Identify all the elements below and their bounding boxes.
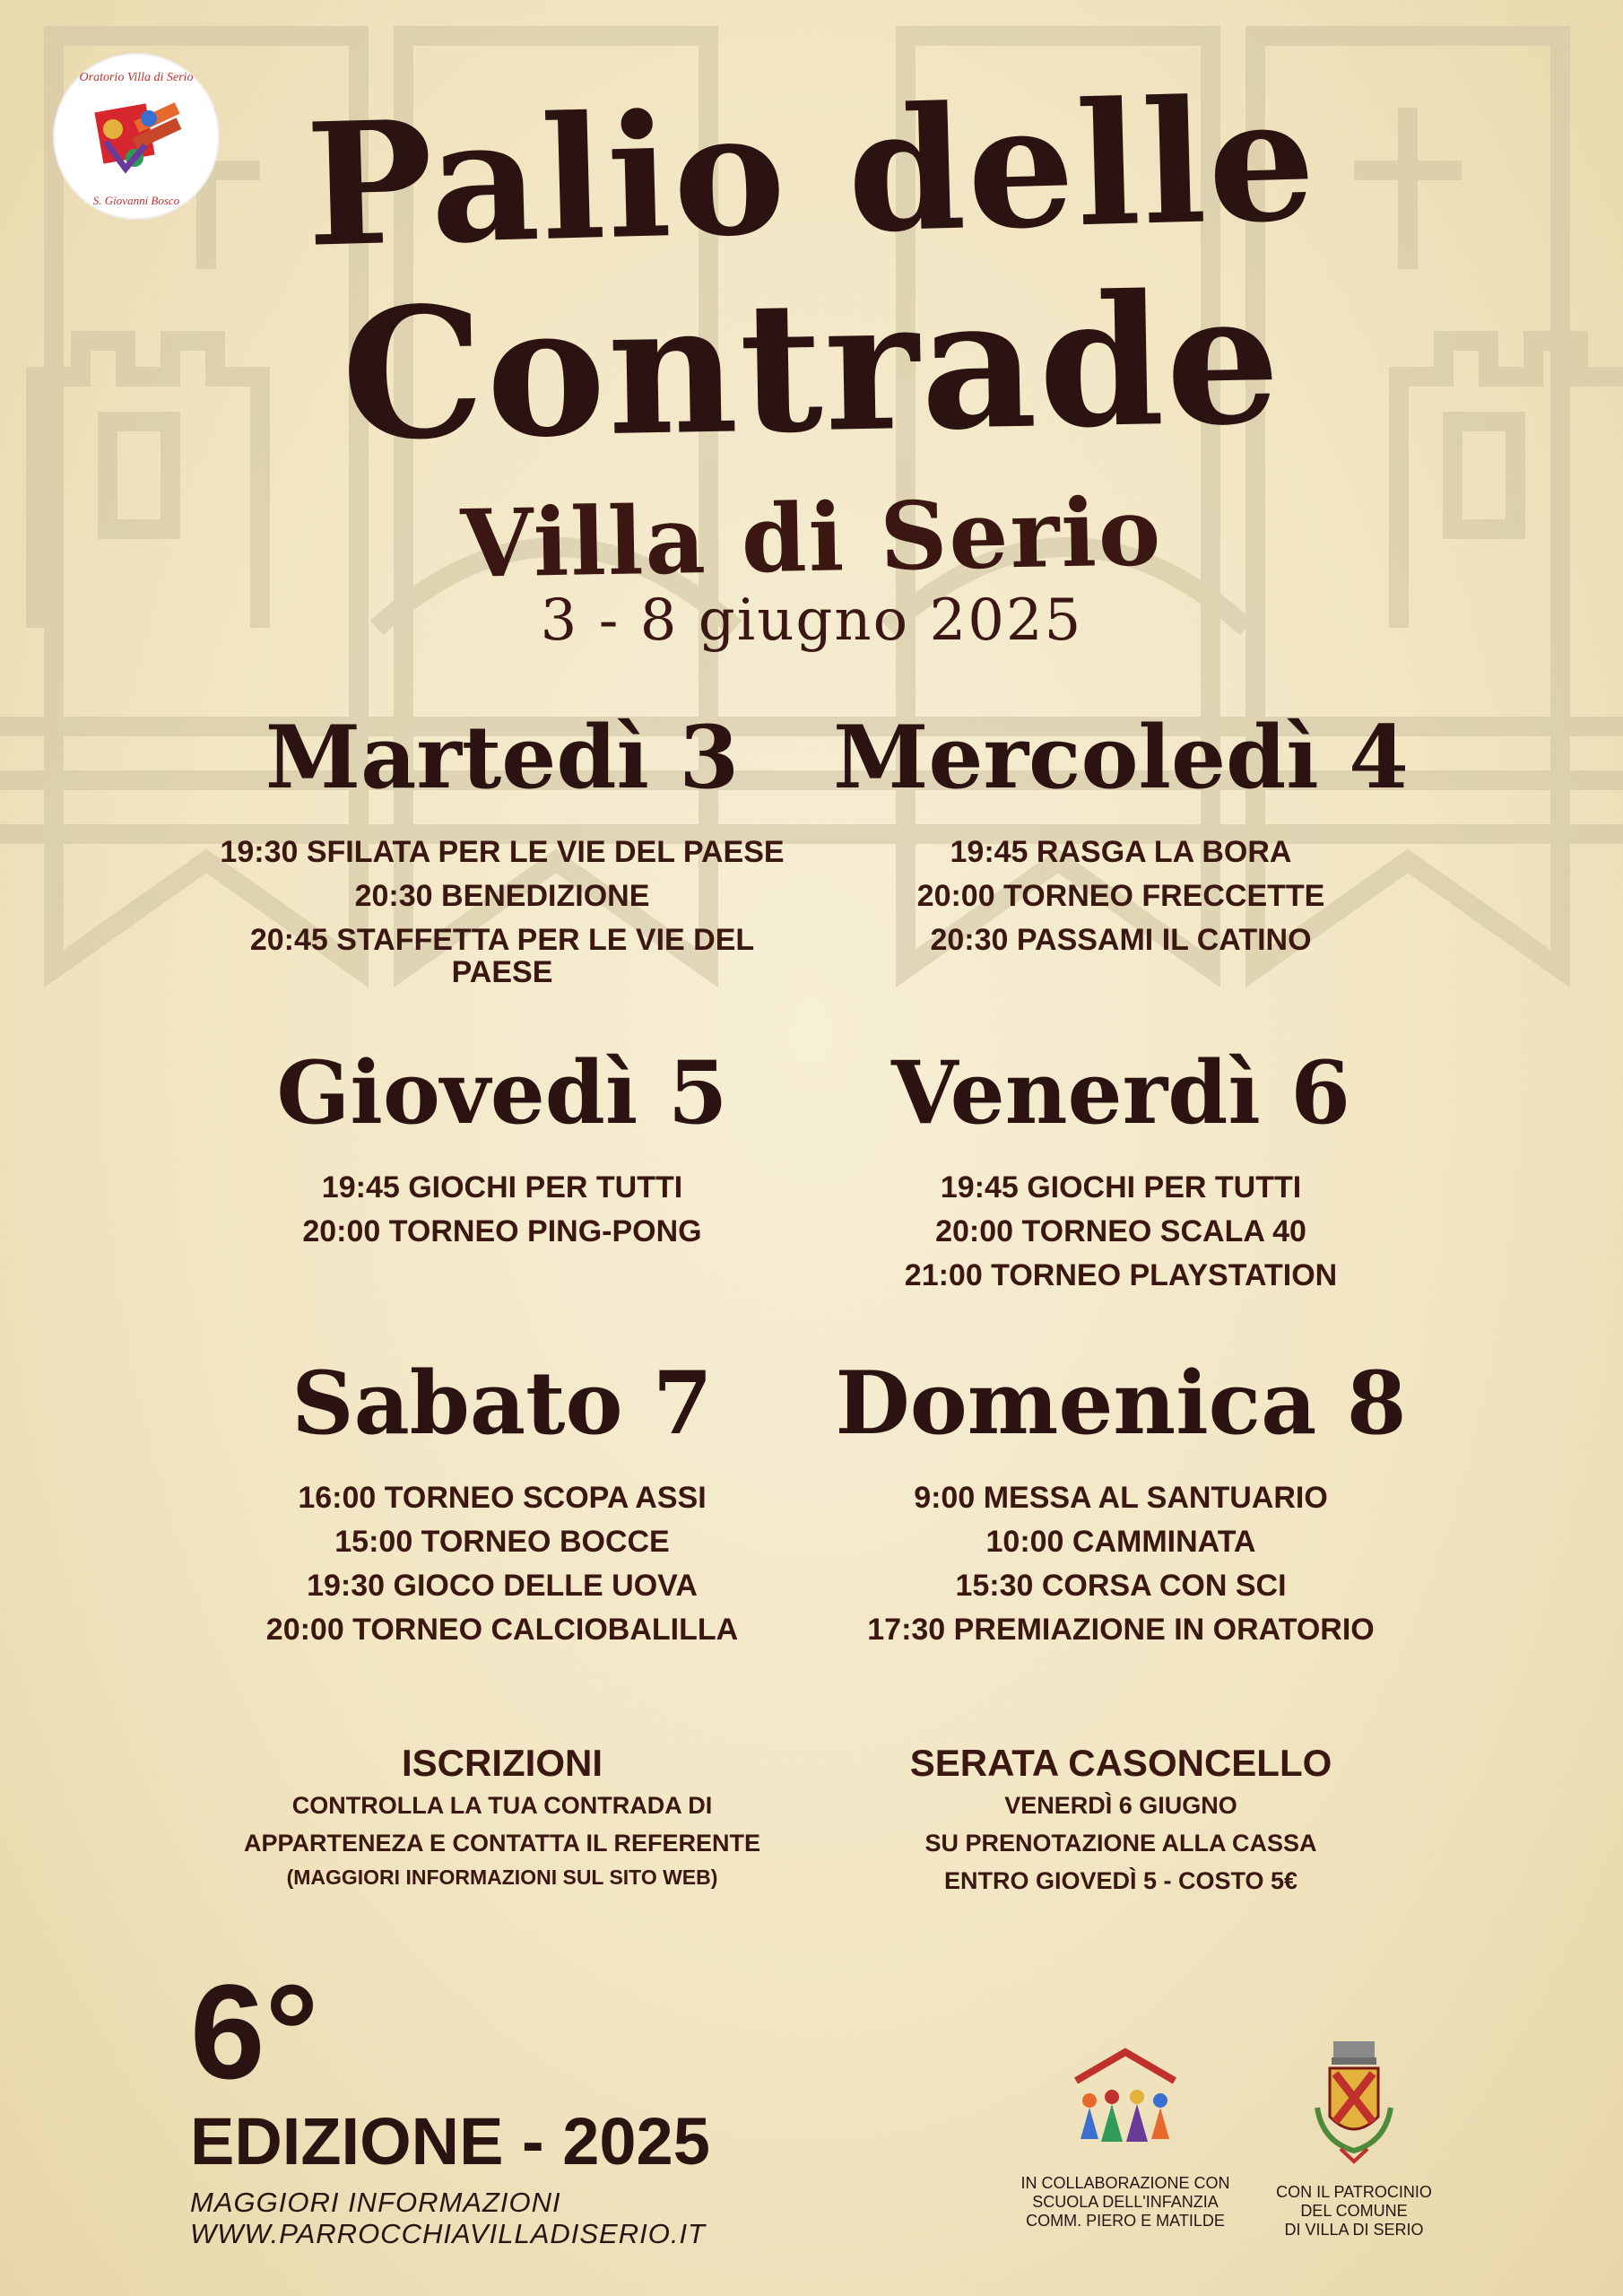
school-line: IN COLLABORAZIONE CON bbox=[1020, 2174, 1230, 2192]
edition-label: EDIZIONE - 2025 bbox=[190, 2104, 710, 2179]
edition-number: 6° bbox=[190, 1956, 319, 2107]
event-item: 19:45 RASGA LA BORA bbox=[950, 835, 1292, 869]
day-block-sabato bbox=[152, 1354, 852, 1652]
day-block-mercoledi bbox=[771, 709, 1471, 962]
poster-dates: 3 - 8 giugno 2025 bbox=[540, 587, 1083, 654]
event-item: 9:00 MESSA AL SANTUARIO bbox=[914, 1481, 1328, 1515]
event-item: 17:30 PREMIAZIONE IN ORATORIO bbox=[867, 1613, 1375, 1647]
poster-title-line2: Contrade bbox=[339, 253, 1284, 482]
comune-line: DEL COMUNE bbox=[1300, 2202, 1408, 2220]
day-block-venerdi bbox=[771, 1044, 1471, 1298]
event-item: 19:45 GIOCHI PER TUTTI bbox=[940, 1170, 1302, 1205]
day-title: Mercoledì 4 bbox=[833, 707, 1409, 808]
day-block-martedi bbox=[152, 709, 852, 988]
serata-line: SU PRENOTAZIONE ALLA CASSA bbox=[924, 1830, 1317, 1857]
event-item: 20:00 TORNEO PING-PONG bbox=[302, 1214, 702, 1248]
iscrizioni-title: ISCRIZIONI bbox=[401, 1742, 603, 1784]
event-item: 20:45 STAFFETTA PER LE VIE DEL PAESE bbox=[249, 923, 755, 989]
event-item: 16:00 TORNEO SCOPA ASSI bbox=[298, 1481, 707, 1515]
day-title: Sabato 7 bbox=[291, 1352, 713, 1454]
comune-line: CON IL PATROCINIO bbox=[1276, 2183, 1432, 2201]
website-link[interactable]: WWW.PARROCCHIAVILLADISERIO.IT bbox=[190, 2218, 706, 2249]
event-item: 20:30 PASSAMI IL CATINO bbox=[930, 923, 1312, 957]
poster-title-line1: Palio delle bbox=[303, 60, 1320, 285]
iscrizioni-line: CONTROLLA LA TUA CONTRADA DI bbox=[291, 1792, 713, 1819]
event-item: 20:30 BENEDIZIONE bbox=[354, 879, 650, 913]
partner-school bbox=[1013, 2045, 1237, 2231]
event-item: 10:00 CAMMINATA bbox=[985, 1525, 1256, 1559]
event-item: 15:30 CORSA CON SCI bbox=[955, 1569, 1287, 1603]
school-line: COMM. PIERO E MATILDE bbox=[1026, 2212, 1225, 2230]
comune-coat-of-arms bbox=[1305, 2036, 1403, 2170]
logo-top-text: Oratorio Villa di Serio bbox=[79, 71, 194, 84]
event-item: 19:30 GIOCO DELLE UOVA bbox=[307, 1569, 698, 1603]
serata-title: SERATA CASONCELLO bbox=[909, 1742, 1332, 1784]
event-item: 20:00 TORNEO CALCIOBALILLA bbox=[265, 1613, 739, 1647]
more-info bbox=[190, 2187, 706, 2249]
iscrizioni-line: APPARTENEZA E CONTATTA IL REFERENTE bbox=[243, 1830, 760, 1857]
event-item: 19:30 SFILATA PER LE VIE DEL PAESE bbox=[220, 835, 785, 869]
school-line: SCUOLA DELL'INFANZIA bbox=[1032, 2193, 1219, 2211]
day-block-giovedi bbox=[152, 1044, 852, 1254]
day-title: Giovedì 5 bbox=[276, 1042, 728, 1144]
serata-casoncello-block bbox=[789, 1740, 1453, 1900]
school-logo bbox=[1058, 2045, 1193, 2161]
day-title: Martedì 3 bbox=[265, 707, 740, 808]
more-info-label: MAGGIORI INFORMAZIONI bbox=[190, 2187, 561, 2218]
event-item: 20:00 TORNEO FRECCETTE bbox=[916, 879, 1325, 913]
iscrizioni-block bbox=[170, 1740, 834, 1892]
event-item: 20:00 TORNEO SCALA 40 bbox=[935, 1214, 1306, 1248]
serata-line: VENERDÌ 6 GIUGNO bbox=[1004, 1792, 1237, 1819]
partner-comune bbox=[1255, 2036, 1453, 2239]
event-item: 19:45 GIOCHI PER TUTTI bbox=[321, 1170, 683, 1205]
poster-location: Villa di Serio bbox=[459, 476, 1164, 599]
day-title: Venerdì 6 bbox=[890, 1042, 1350, 1144]
event-item: 21:00 TORNEO PLAYSTATION bbox=[904, 1258, 1338, 1292]
iscrizioni-note: (MAGGIORI INFORMAZIONI SUL SITO WEB) bbox=[286, 1866, 718, 1889]
event-item: 15:00 TORNEO BOCCE bbox=[334, 1525, 670, 1559]
serata-line: ENTRO GIOVEDÌ 5 - COSTO 5€ bbox=[943, 1867, 1298, 1894]
day-title: Domenica 8 bbox=[835, 1352, 1407, 1454]
comune-line: DI VILLA DI SERIO bbox=[1284, 2221, 1424, 2239]
logo-bottom-text: S. Giovanni Bosco bbox=[92, 194, 180, 207]
day-block-domenica bbox=[771, 1354, 1471, 1652]
